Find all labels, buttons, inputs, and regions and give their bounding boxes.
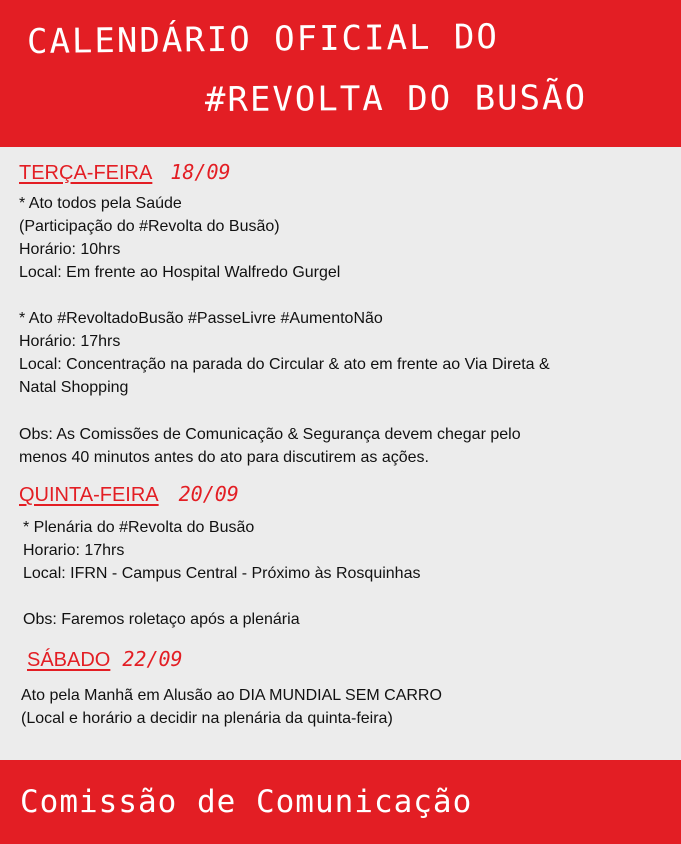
day-name-saturday: SÁBADO [27,649,111,671]
day-name-tuesday: TERÇA-FEIRA [19,162,153,184]
event-time: Horário: 17hrs [19,333,121,350]
footer-signature: Comissão de Comunicação [20,784,473,820]
day-heading-thursday [19,482,239,507]
day-name-thursday: QUINTA-FEIRA [19,484,159,506]
footer-banner [0,760,681,844]
event-time: Horário: 10hrs [19,241,121,258]
day-heading-tuesday [19,160,231,185]
calendar-content [0,147,681,760]
day-date-tuesday: 18/09 [170,160,231,184]
day-date-saturday: 22/09 [122,647,183,671]
event-place: Local: Concentração na parada do Circular & ato em frente ao Via Direta & [19,356,550,373]
observation-text-continued: menos 40 minutos antes do ato para discutirem as ações. [19,449,429,466]
day-heading-saturday [27,647,183,672]
event-description: Ato pela Manhã em Alusão ao DIA MUNDIAL SEM CARRO [21,687,442,704]
event-place-continued: Natal Shopping [19,379,129,396]
event-place: Local: IFRN - Campus Central - Próximo às Rosquinhas [23,565,421,582]
event-time: Horario: 17hrs [23,542,125,559]
header-banner [0,0,681,147]
event-title: * Ato #RevoltadoBusão #PasseLivre #AumentoNão [19,310,383,327]
observation-text: Obs: As Comissões de Comunicação & Segurança devem chegar pelo [19,426,521,443]
page-title-line2: #REVOLTA DO BUSÃO [204,78,588,120]
day-date-thursday: 20/09 [178,482,239,506]
event-description-continued: (Local e horário a decidir na plenária da quinta-feira) [21,710,393,727]
event-place: Local: Em frente ao Hospital Walfredo Gurgel [19,264,341,281]
page-title-line1: CALENDÁRIO OFICIAL DO [26,17,500,62]
event-note: (Participação do #Revolta do Busão) [19,218,280,235]
event-title: * Ato todos pela Saúde [19,195,182,212]
event-title: * Plenária do #Revolta do Busão [23,519,255,536]
observation-text: Obs: Faremos roletaço após a plenária [23,611,300,628]
